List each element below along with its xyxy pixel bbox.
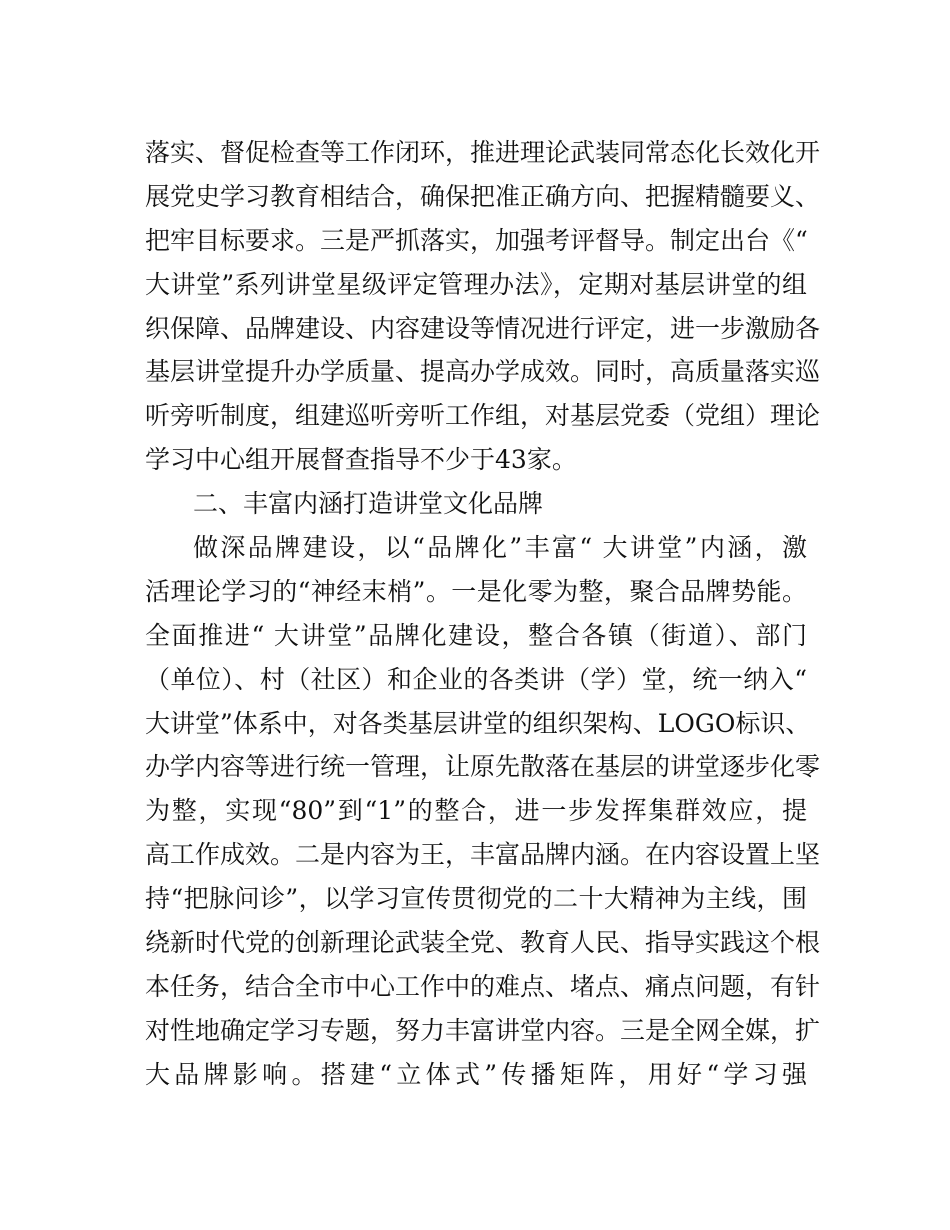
text-line: 全面推进“ 大讲堂”品牌化建设，整合各镇（街道）、部门 <box>145 620 807 650</box>
text-line: 做深品牌建设，以“品牌化”丰富“ 大讲堂”内涵，激 <box>193 533 807 563</box>
text-line: 本任务，结合全市中心工作中的难点、堵点、痛点问题，有针 <box>145 971 821 1001</box>
text-line: 展党史学习教育相结合，确保把准正确方向、把握精髓要义、 <box>145 181 821 211</box>
text-line: （单位）、村（社区）和企业的各类讲（学）堂，统一纳入“ <box>145 664 807 694</box>
text-line: 织保障、品牌建设、内容建设等情况进行评定，进一步激励各 <box>145 313 821 343</box>
document-page <box>145 131 821 1097</box>
text-line: 大讲堂”体系中，对各类基层讲堂的组织架构、LOGO标识、 <box>145 708 811 738</box>
text-line: 听旁听制度，组建巡听旁听工作组，对基层党委（党组）理论 <box>145 401 821 431</box>
text-line: 高工作成效。二是内容为王，丰富品牌内涵。在内容设置上坚 <box>145 840 821 870</box>
paragraph-2 <box>145 526 821 1097</box>
text-line: 大讲堂”系列讲堂星级评定管理办法》，定期对基层讲堂的组 <box>145 269 807 299</box>
text-line: 为整，实现“80”到“1”的整合，进一步发挥集群效应，提 <box>145 796 807 826</box>
text-line: 学习中心组开展督查指导不少于43家。 <box>145 445 577 475</box>
text-line: 把牢目标要求。三是严抓落实，加强考评督导。制定出台《“ <box>145 225 808 255</box>
text-line: 基层讲堂提升办学质量、提高办学成效。同时，高质量落实巡 <box>145 357 821 387</box>
text-line: 持“把脉问诊”，以学习宣传贯彻党的二十大精神为主线，围 <box>145 884 807 914</box>
text-line: 落实、督促检查等工作闭环，推进理论武装同常态化长效化开 <box>145 138 821 167</box>
text-line: 办学内容等进行统一管理，让原先散落在基层的讲堂逐步化零 <box>145 752 821 782</box>
paragraph-1 <box>145 131 821 482</box>
text-line: 对性地确定学习专题，努力丰富讲堂内容。三是全网全媒，扩 <box>145 1015 821 1045</box>
section-heading: 二、丰富内涵打造讲堂文化品牌 <box>193 489 544 519</box>
text-line: 大品牌影响。搭建“立体式”传播矩阵，用好“学习强 <box>145 1059 807 1089</box>
text-line: 活理论学习的“神经末梢”。一是化零为整，聚合品牌势能。 <box>145 576 807 606</box>
text-line: 绕新时代党的创新理论武装全党、教育人民、指导实践这个根 <box>145 928 821 958</box>
